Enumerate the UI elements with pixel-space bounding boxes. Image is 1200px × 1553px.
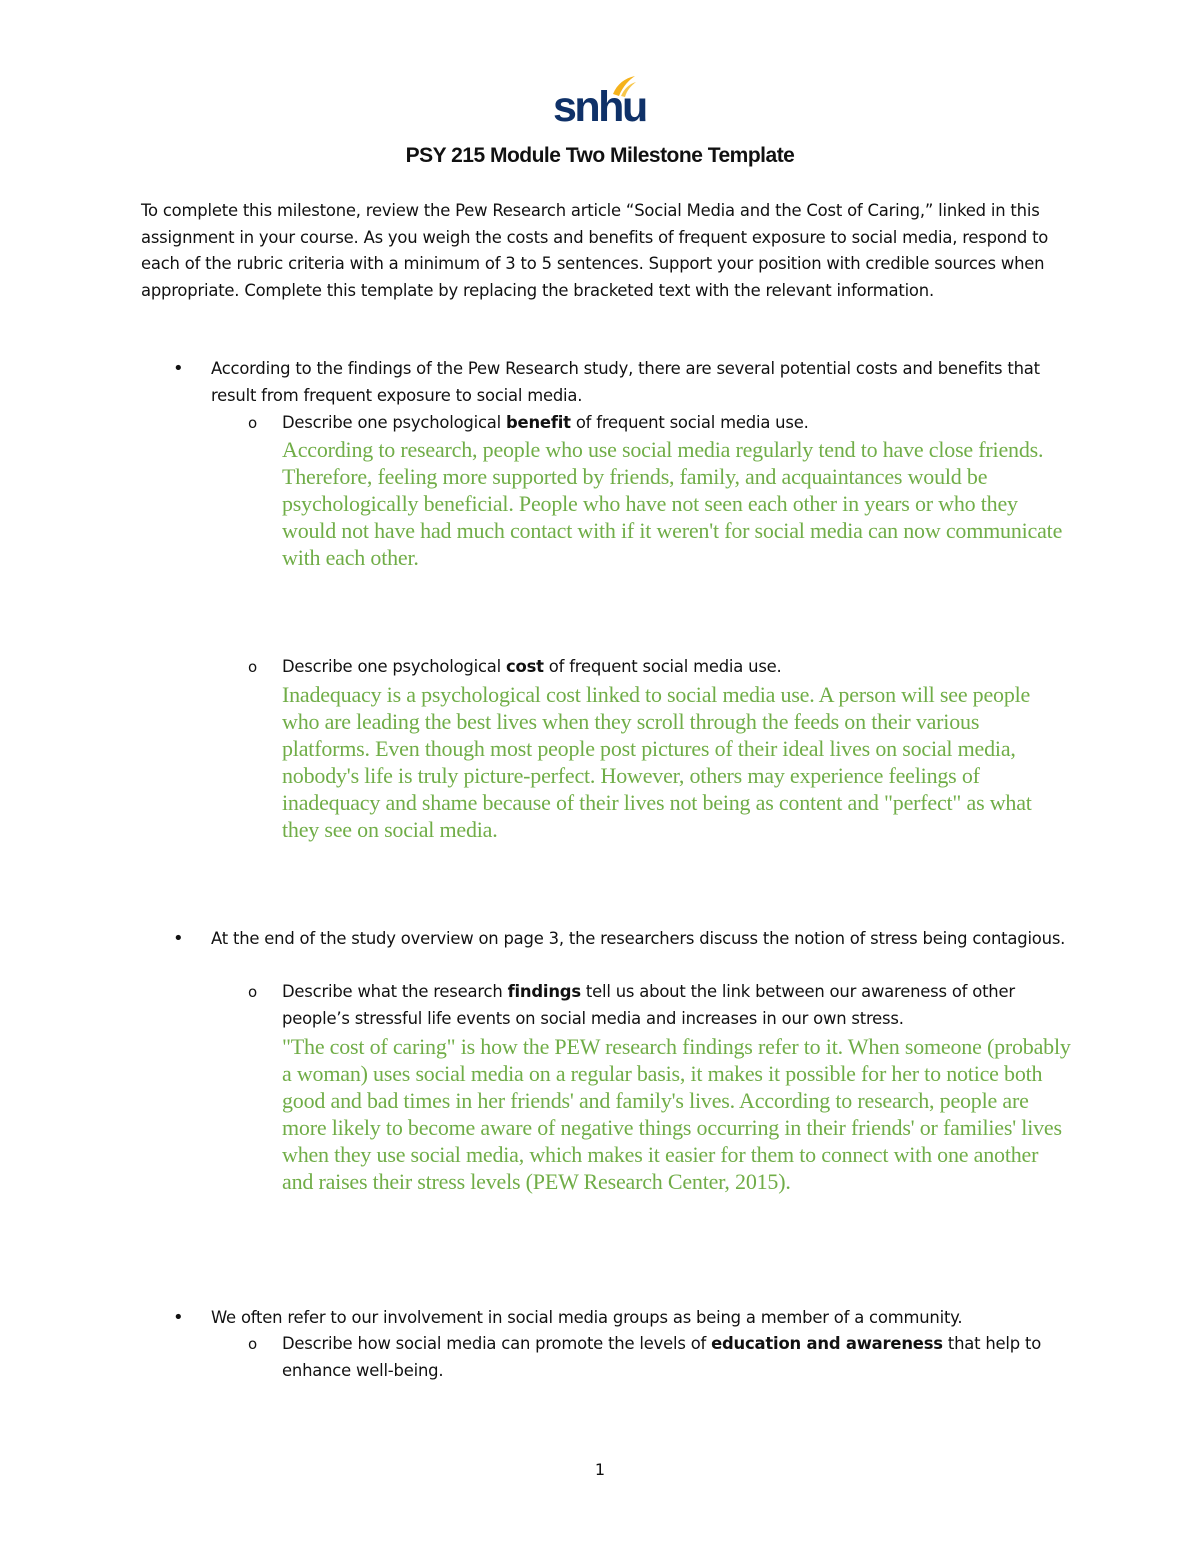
sub-bullet-icon: o: [248, 414, 257, 432]
answer-cost: Inadequacy is a psychological cost linked to social media use. A person will see people who are leading the best lives when they scroll through the feeds on their various platforms. Even though most people post pictures of their ideal lives on social media, nobody's life is truly picture-perfect. However, others may experience feelings of inadequacy and shame because of their lives not being as content and "perfect" as what they see on social media.: [282, 682, 1032, 842]
bullet-icon: •: [173, 358, 184, 379]
intro-paragraph: To complete this milestone, review the Pew Research article “Social Media and the Cost of Caring,” linked in this assignment in your course. As you weigh the costs and benefits of frequent exposure to social media, respond to each of the rubric criteria with a minimum of 3 to 5 sentences. Support your position with credible sources when appropriate. Complete this template by replacing the bracketed text with the relevant information.: [141, 201, 1049, 300]
section-1-item-1-prompt: o Describe one psychological benefit of frequent social media use.: [282, 410, 1072, 437]
flame-icon: [609, 72, 639, 102]
section-1-bullet: • According to the findings of the Pew Research study, there are several potential costs and benefits that result from frequent exposure to social media.: [173, 358, 1040, 405]
answer-benefit: According to research, people who use social media regularly tend to have close friends. Therefore, feeling more supported by friends, family, and acquaintances would be psychologically beneficial. People who have not seen each other in years or who they would not have had much contact with if it weren't for social media can now communicate with each other.: [282, 437, 1063, 570]
bullet-icon: •: [173, 1307, 184, 1328]
section-1-item-2-prompt: o Describe one psychological cost of frequent social media use.: [282, 654, 1072, 681]
page-number: 1: [594, 1460, 606, 1479]
section-2-item-1-prompt: o Describe what the research findings tell us about the link between our awareness of other people’s stressful life events on social media and increases in our own stress.: [282, 979, 1072, 1032]
bullet-icon: •: [173, 928, 184, 949]
answer-stress: "The cost of caring" is how the PEW research findings refer to it. When someone (probably a woman) uses social media on a regular basis, it makes it possible for her to notice both good and bad times in her friends' and family's lives. According to research, people are more likely to become aware of negative things occurring in their friends' or families' lives when they use social media, which makes it easier for them to connect with one another and raises their stress levels (PEW Research Center, 2015).: [282, 1034, 1071, 1194]
page-title: PSY 215 Module Two Milestone Template: [405, 144, 795, 167]
sub-bullet-icon: o: [248, 658, 257, 676]
snhu-logo: snhu: [553, 72, 643, 134]
section-2-bullet: • At the end of the study overview on page 3, the researchers discuss the notion of stress being contagious.: [211, 926, 1071, 953]
sub-bullet-icon: o: [248, 983, 257, 1001]
sub-bullet-icon: o: [248, 1335, 257, 1353]
section-3-bullet: • We often refer to our involvement in social media groups as being a member of a community.: [211, 1305, 1071, 1332]
section-3-item-1-prompt: o Describe how social media can promote the levels of education and awareness that help to enhance well-being.: [282, 1331, 1072, 1384]
